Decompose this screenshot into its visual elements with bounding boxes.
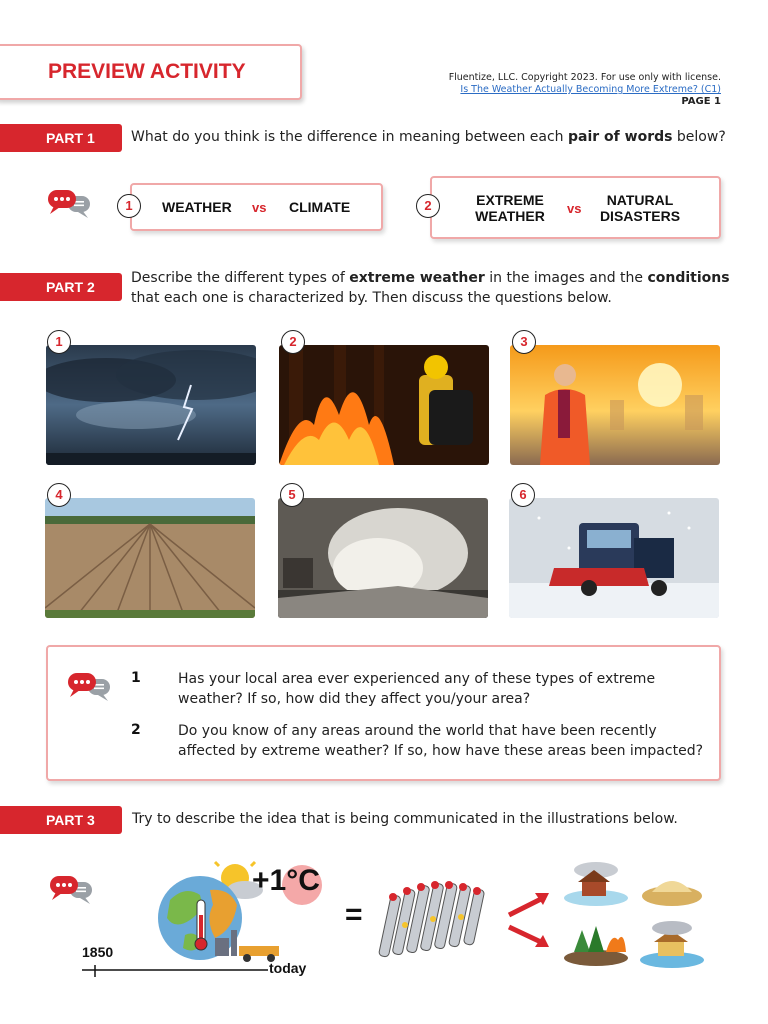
drought-field-photo (45, 498, 255, 618)
pair-box-2 (430, 176, 721, 239)
question-1: Has your local area ever experienced any of these types of extreme weather? If so, how did they affect you/your area? (178, 671, 656, 707)
storm-wave-photo (278, 498, 488, 618)
part3-label: PART 3 (0, 806, 122, 834)
page-title: PREVIEW ACTIVITY (48, 60, 246, 83)
page-number: PAGE 1 (681, 96, 721, 107)
image-number-4: 4 (47, 483, 71, 507)
image-number-1: 1 (47, 330, 71, 354)
discussion-icon (48, 874, 94, 906)
thunderstorm-photo (46, 345, 256, 465)
pair-box-1 (130, 183, 383, 231)
title-box (0, 44, 302, 100)
wildfire-photo (279, 345, 489, 465)
pair2-right-word: NATURAL DISASTERS (599, 192, 681, 224)
part3-instruction: Try to describe the idea that is being communicated in the illustrations below. (132, 811, 678, 827)
question-number-2: 2 (131, 722, 141, 738)
equals-sign: = (345, 898, 363, 931)
copyright-block (449, 72, 721, 108)
discussion-icon (66, 671, 112, 703)
image-number-3: 3 (512, 330, 536, 354)
question-2: Do you know of any areas around the world that have been recently affected by extreme weather? If so, how have these areas been impacted? (178, 723, 704, 759)
pair-number-1: 1 (117, 194, 141, 218)
image-number-5: 5 (280, 483, 304, 507)
discussion-questions-box (46, 645, 721, 781)
copyright-text: Fluentize, LLC. Copyright 2023. For use only with license. (448, 72, 721, 83)
part2-label: PART 2 (0, 273, 122, 301)
timeline-end-label: today (269, 960, 307, 976)
part1-label: PART 1 (0, 124, 122, 152)
image-number-6: 6 (511, 483, 535, 507)
disasters-illustration (560, 860, 710, 975)
pair1-vs: vs (252, 200, 267, 215)
discussion-icon (46, 188, 92, 220)
pair2-vs: vs (567, 201, 582, 216)
lesson-link[interactable]: Is The Weather Actually Becoming More Extreme? (C1) (460, 84, 721, 95)
timeline-line (80, 962, 270, 982)
image-number-2: 2 (281, 330, 305, 354)
part1-instruction: What do you think is the difference in meaning between each pair of words below? (131, 129, 726, 145)
pair1-left-word: WEATHER (162, 199, 232, 215)
timeline-start-year: 1850 (82, 944, 114, 960)
part2-instruction: Describe the different types of extreme weather in the images and the conditions that each one is characterized by. Then discuss the questions below. (131, 270, 730, 306)
pair1-right-word: CLIMATE (289, 199, 351, 215)
question-number-1: 1 (131, 670, 141, 686)
arrows-icon (505, 885, 555, 955)
temperature-increase-label: +1°C (252, 864, 320, 897)
bombs-illustration (375, 875, 500, 970)
pair2-left-word: EXTREME WEATHER (475, 192, 545, 224)
pair-number-2: 2 (416, 194, 440, 218)
snowstorm-plow-photo (509, 498, 719, 618)
heatwave-photo (510, 345, 720, 465)
